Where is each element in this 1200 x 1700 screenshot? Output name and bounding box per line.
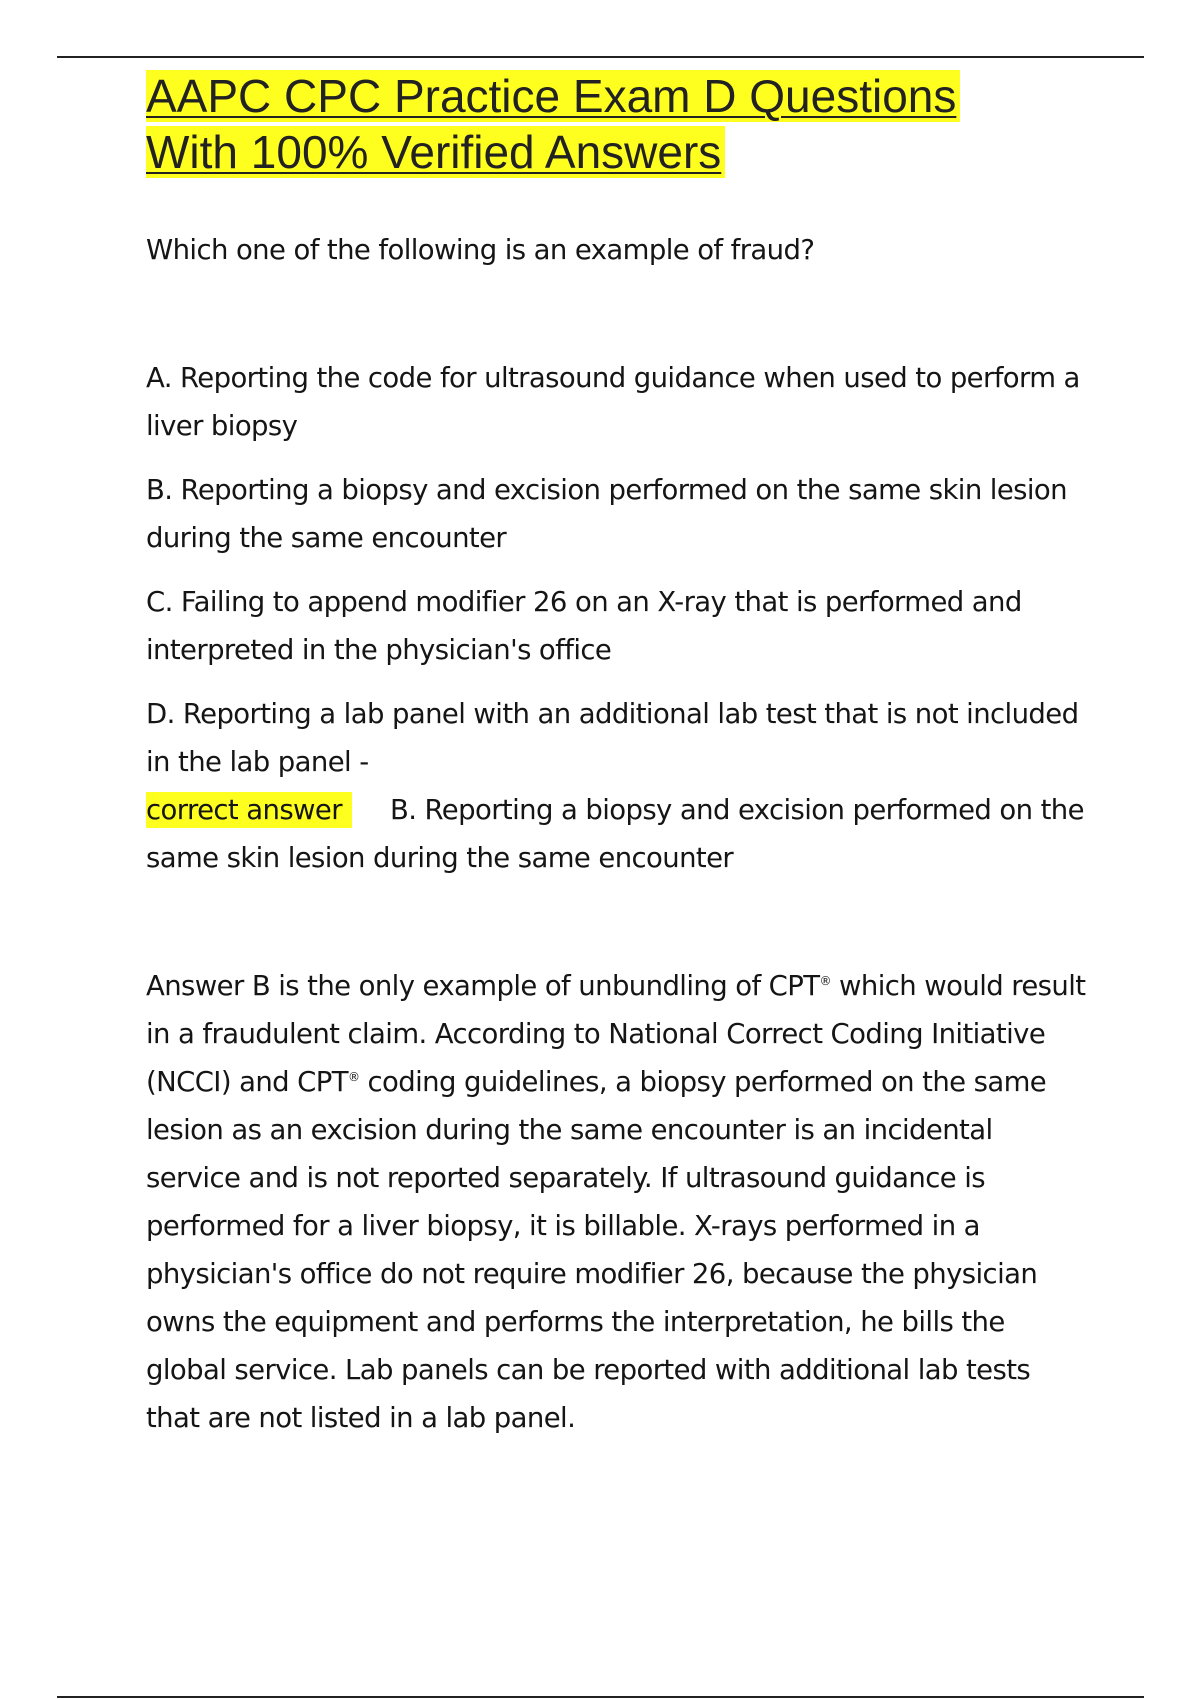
registered-mark: ® — [819, 973, 831, 988]
title-line-1: AAPC CPC Practice Exam D Questions — [146, 70, 960, 122]
top-rule — [57, 56, 1144, 58]
bottom-rule — [57, 1696, 1144, 1698]
option-b: B. Reporting a biopsy and excision performed on the same skin lesion during the same encounter — [146, 474, 1067, 554]
title-line-2: With 100% Verified Answers — [146, 126, 725, 178]
answer-options — [146, 354, 1086, 882]
document-content — [146, 68, 1086, 1470]
option-c: C. Failing to append modifier 26 on an X-ray that is performed and interpreted in the physician's office — [146, 586, 1022, 666]
correct-answer-tag: correct answer — [146, 792, 352, 828]
explanation-part-2: which would result in a fraudulent claim. According to National Correct Coding Initiative (NCCI) and CPT — [146, 970, 1086, 1098]
explanation-text — [146, 962, 1086, 1442]
option-d: D. Reporting a lab panel with an additional lab test that is not included in the lab panel - — [146, 698, 1079, 778]
document-title — [146, 68, 1086, 180]
option-a: A. Reporting the code for ultrasound guidance when used to perform a liver biopsy — [146, 362, 1080, 442]
correct-answer-line — [146, 786, 1086, 882]
question-text: Which one of the following is an example of fraud? — [146, 234, 815, 266]
registered-mark-2: ® — [347, 1069, 360, 1084]
correct-answer-text: B. Reporting a biopsy and excision performed on the same skin lesion during the same encounter — [146, 794, 1084, 874]
explanation-part-1: Answer B is the only example of unbundling of CPT — [146, 970, 820, 1002]
explanation-part-3: coding guidelines, a biopsy performed on the same lesion as an excision during the same encounter is an incidental service and is not reported separately. If ultrasound guidance is performed for a liver biopsy, it is billable. X-rays performed in a physician's office do not require modifier 26, because the physician owns the equipment and performs the interpretation, he bills the global service. Lab panels can be reported with additional lab tests that are not listed in a lab panel. — [146, 1066, 1047, 1434]
